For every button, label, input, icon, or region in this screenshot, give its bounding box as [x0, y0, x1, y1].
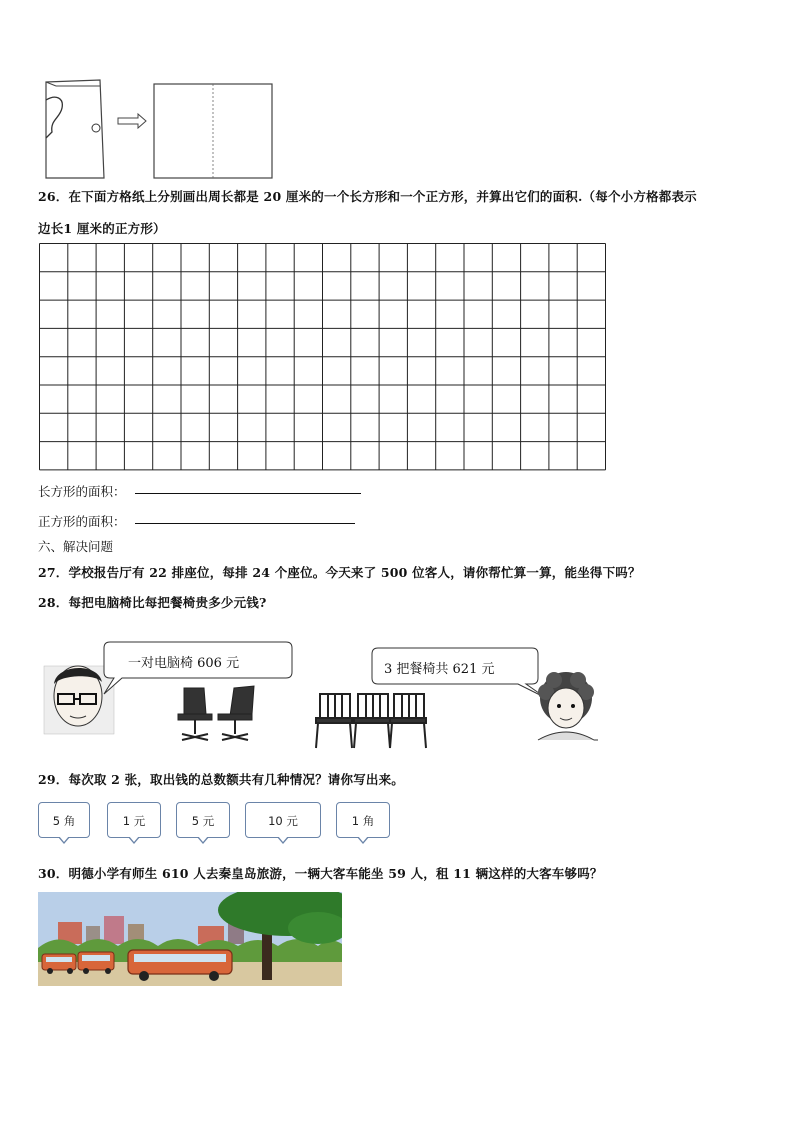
money-card — [176, 802, 230, 846]
woman-icon — [538, 672, 598, 740]
money-card-label: 1 元 — [122, 814, 146, 828]
money-card-label: 1 角 — [351, 814, 375, 828]
question-29: 29．每次取 2 张，取出钱的总数额共有几种情况？请你写出来。 — [38, 772, 404, 787]
money-card — [107, 802, 161, 846]
question-26-line1: 26．在下面方格纸上分别画出周长都是 20 厘米的一个长方形和一个正方形，并算出它们的面积.（每个小方格都表示 — [38, 189, 697, 204]
question-26-line2: 边长1 厘米的正方形） — [38, 221, 166, 236]
square-grid — [39, 243, 609, 471]
folded-paper-illustration — [42, 76, 282, 182]
question-28: 28．每把电脑椅比每把餐椅贵多少元钱? — [38, 595, 267, 610]
dining-chair-price-bubble: 3 把餐椅共 621 元 — [384, 662, 495, 677]
question-27: 27．学校报告厅有 22 排座位，每排 24 个座位。今天来了 500 位客人，请你帮忙算一算，能坐得下吗？ — [38, 565, 641, 580]
man-icon — [44, 666, 114, 734]
square-area-label: 正方形的面积： — [38, 514, 126, 529]
money-card — [38, 802, 90, 846]
dining-chair-icon — [316, 694, 352, 748]
rect-area-label: 长方形的面积： — [38, 484, 126, 499]
office-chair-icon — [218, 686, 254, 740]
money-card-label: 5 元 — [191, 814, 215, 828]
grid-paper — [39, 243, 609, 475]
chairs-scene — [38, 636, 608, 754]
money-card — [245, 802, 321, 846]
dining-chair-icon — [390, 694, 426, 748]
money-card-label: 5 角 — [52, 814, 76, 828]
fold-figure — [42, 76, 282, 182]
square-area-answer-line[interactable] — [135, 523, 355, 524]
office-chair-icon — [178, 688, 212, 740]
dining-chair-icon — [354, 694, 390, 748]
rect-area-answer-line[interactable] — [135, 493, 361, 494]
money-card — [336, 802, 390, 846]
section-title: 六、解决问题 — [38, 539, 114, 554]
bus-illustration — [38, 892, 342, 986]
bus-scene — [38, 892, 342, 986]
question-30: 30．明德小学有师生 610 人去秦皇岛旅游，一辆大客车能坐 59 人，租 11 辆这样的大客车够吗？ — [38, 866, 603, 881]
money-card-label: 10 元 — [268, 814, 298, 828]
chairs-illustration — [38, 636, 608, 754]
computer-chair-price-bubble: 一对电脑椅 606 元 — [128, 656, 240, 671]
